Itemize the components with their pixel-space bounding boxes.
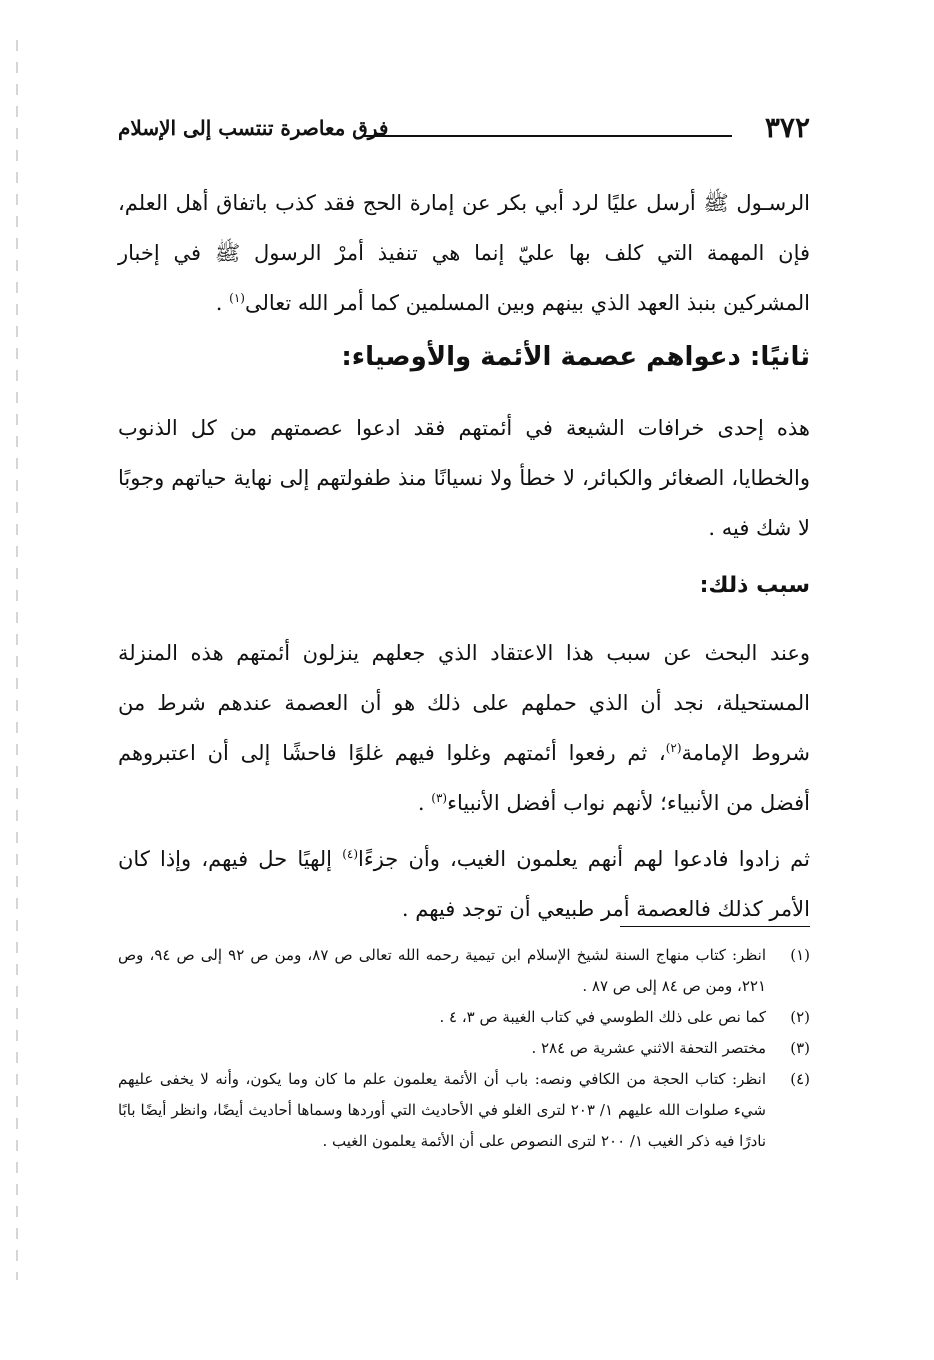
footnote-number: (٤): [790, 1070, 810, 1088]
footnote-4: [118, 1064, 810, 1157]
paragraph-1: [118, 178, 810, 328]
footnotes: [118, 940, 810, 1157]
paragraph-1-text: الرسـول ﷺ أرسل عليًا لرد أبي بكر عن إمارة الحج فقد كذب باتفاق أهل العلم، فإن المهمة التي كلف بها عليّ إنما هي تنفيذ أمرْ الرسول ﷺ في إخبار المشركين بنبذ العهد الذي بينهم وبين المسلمين كما أمر الله تعالى: [118, 191, 810, 315]
section-heading-infallibility: ثانيًا: دعواهم عصمة الأئمة والأوصياء:: [341, 342, 810, 372]
running-title: فرق معاصرة تنتسب إلى الإسلام: [118, 116, 389, 140]
footnote-text: مختصر التحفة الاثني عشرية ص ٢٨٤ .: [531, 1039, 766, 1057]
footnote-text: انظر: كتاب الحجة من الكافي ونصه: باب أن الأئمة يعلمون علم ما كان وما يكون، وأنه لا يخفى عليهم شيء صلوات الله عليهم ١/ ٢٠٣ لترى الغلو في الأحاديث التي أوردها وسماها أحاديث أيضًا، وانظر أيضًا بابًا نادرًا فيه ذكر الغيب ١/ ٢٠٠ لترى النصوص على أن الأئمة يعلمون الغيب .: [118, 1070, 766, 1150]
footnote-number: (١): [790, 946, 810, 964]
footnote-ref-3[interactable]: (٣): [431, 790, 448, 805]
footnote-separator: [620, 926, 810, 927]
paragraph-3-end: .: [417, 790, 432, 815]
footnote-1: [118, 940, 810, 1002]
paragraph-4-text-a: ثم زادوا فادعوا لهم أنهم يعلمون الغيب، وأن جزءًا: [358, 846, 811, 871]
footnote-ref-2[interactable]: (٢): [665, 740, 682, 755]
footnote-ref-1[interactable]: (١): [229, 291, 245, 305]
paragraph-2: هذه إحدى خرافات الشيعة في أئمتهم فقد ادعوا عصمتهم من كل الذنوب والخطايا، الصغائر والكبائر، لا خطأ ولا نسيانًا منذ طفولتهم إلى نهاية حياتهم وجوبًا لا شك فيه .: [118, 416, 810, 541]
section-heading-reason: سبب ذلك:: [699, 573, 810, 599]
paragraph-3: [118, 628, 810, 828]
paragraph-1-end: .: [215, 291, 230, 315]
paragraph-3-text-b: ، ثم رفعوا أئمتهم وغلوا فيهم غلوًا فاحشًا إلى أن اعتبروهم أفضل من الأنبياء؛ لأنهم نواب أفضل الأنبياء: [118, 740, 810, 815]
footnote-number: (٢): [790, 1008, 810, 1026]
footnote-number: (٣): [790, 1039, 810, 1057]
paragraph-4-text-b: إلهيًا حل فيهم، وإذا كان الأمر كذلك فالعصمة أمر طبيعي أن توجد فيهم .: [118, 846, 810, 921]
footnote-text: كما نص على ذلك الطوسي في كتاب الغيبة ص ٣، ٤ .: [439, 1008, 766, 1026]
footnote-3: [118, 1033, 810, 1064]
running-header: [118, 108, 810, 148]
footnote-ref-4[interactable]: (٤): [342, 846, 359, 861]
header-rule: [364, 135, 732, 137]
paragraph-4: [118, 834, 810, 934]
paragraph-3-text-a: وعند البحث عن سبب هذا الاعتقاد الذي جعلهم ينزلون أئمتهم هذه المنزلة المستحيلة، نجد أن الذي حملهم على ذلك هو أن العصمة عندهم شرط من شروط الإمامة: [118, 640, 810, 765]
scan-edge-marks: [16, 40, 22, 1280]
page-number: ٣٧٢: [764, 111, 810, 144]
footnote-text: انظر: كتاب منهاج السنة لشيخ الإسلام ابن تيمية رحمه الله تعالى ص ٨٧، ومن ص ٩٢ إلى ص ٩٤، وص ٢٢١، ومن ص ٨٤ إلى ص ٨٧ .: [118, 946, 766, 995]
footnote-2: [118, 1002, 810, 1033]
page-body: [118, 178, 810, 934]
